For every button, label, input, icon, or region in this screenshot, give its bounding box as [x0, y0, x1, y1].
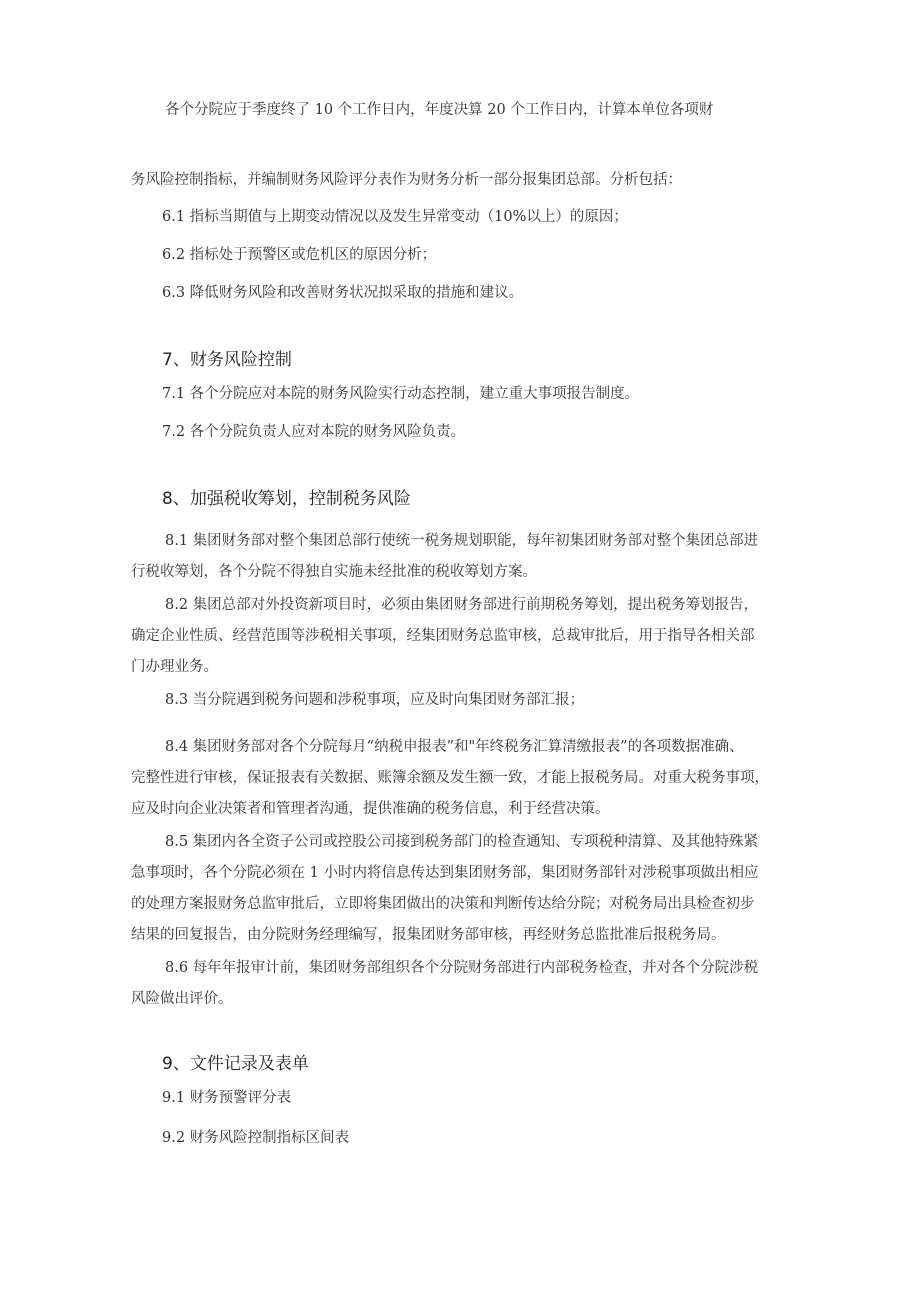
intro-line-1: 各个分院应于季度终了 10 个工作日内，年度决算 20 个工作日内，计算本单位各项财	[165, 102, 714, 118]
para-8-4-line-3: 应及时向企业决策者和管理者沟通，提供准确的税务信息，利于经营决策。	[131, 801, 610, 817]
para-8-2-line-3: 门办理业务。	[131, 659, 218, 675]
heading-section-9: 9、文件记录及表单	[162, 1054, 309, 1074]
intro-line-2: 务风险控制指标，并编制财务风险评分表作为财务分析一部分报集团总部。分析包括：	[131, 172, 682, 188]
para-8-2-line-2: 确定企业性质、经营范围等涉税相关事项，经集团财务总监审核，总裁审批后，用于指导各相关部	[131, 628, 755, 644]
item-6-1: 6.1 指标当期值与上期变动情况以及发生异常变动（10%以上）的原因；	[162, 209, 628, 225]
para-8-5-line-3: 的处理方案报财务总监审批后，立即将集团做出的决策和判断传达给分院；对税务局出具检查初步	[131, 896, 755, 912]
para-8-5-line-1: 8.5 集团内各全资子公司或控股公司接到税务部门的检查通知、专项税种清算、及其他特殊紧	[165, 834, 759, 850]
item-7-2: 7.2 各个分院负责人应对本院的财务风险负责。	[162, 424, 466, 440]
para-8-6-line-2: 风险做出评价。	[131, 991, 233, 1007]
heading-section-8: 8、加强税收筹划，控制税务风险	[162, 489, 411, 509]
para-8-2-line-1: 8.2 集团总部对外投资新项目时，必须由集团财务部进行前期税务筹划，提出税务筹划报告，	[165, 597, 759, 613]
heading-section-7: 7、财务风险控制	[162, 350, 292, 370]
item-9-1: 9.1 财务预警评分表	[162, 1090, 292, 1106]
item-6-2: 6.2 指标处于预警区或危机区的原因分析；	[162, 247, 437, 263]
para-8-5-line-4: 结果的回复报告，由分院财务经理编写，报集团财务部审核，再经财务总监批准后报税务局。	[131, 927, 726, 943]
para-8-6-line-1: 8.6 每年年报审计前，集团财务部组织各个分院财务部进行内部税务检查，并对各个分院涉税	[165, 960, 759, 976]
para-8-4-line-2: 完整性进行审核，保证报表有关数据、账簿余额及发生额一致，才能上报税务局。对重大税务事项，	[131, 770, 769, 786]
para-8-5-line-2: 急事项时，各个分院必须在 1 小时内将信息传达到集团财务部，集团财务部针对涉税事项做出相应	[131, 865, 759, 881]
item-9-2: 9.2 财务风险控制指标区间表	[162, 1130, 350, 1146]
para-8-1-line-1: 8.1 集团财务部对整个集团总部行使统一税务规划职能，每年初集团财务部对整个集团总部进	[165, 533, 759, 549]
para-8-4-line-1: 8.4 集团财务部对各个分院每月“纳税申报表”和"年终税务汇算清缴报表”的各项数据准确、	[165, 739, 744, 755]
item-7-1: 7.1 各个分院应对本院的财务风险实行动态控制，建立重大事项报告制度。	[162, 386, 640, 402]
para-8-1-line-2: 行税收筹划，各个分院不得独自实施未经批准的税收筹划方案。	[131, 564, 537, 580]
item-6-3: 6.3 降低财务风险和改善财务状况拟采取的措施和建议。	[162, 285, 524, 301]
para-8-3-line-1: 8.3 当分院遇到税务问题和涉税事项，应及时向集团财务部汇报；	[165, 692, 585, 708]
